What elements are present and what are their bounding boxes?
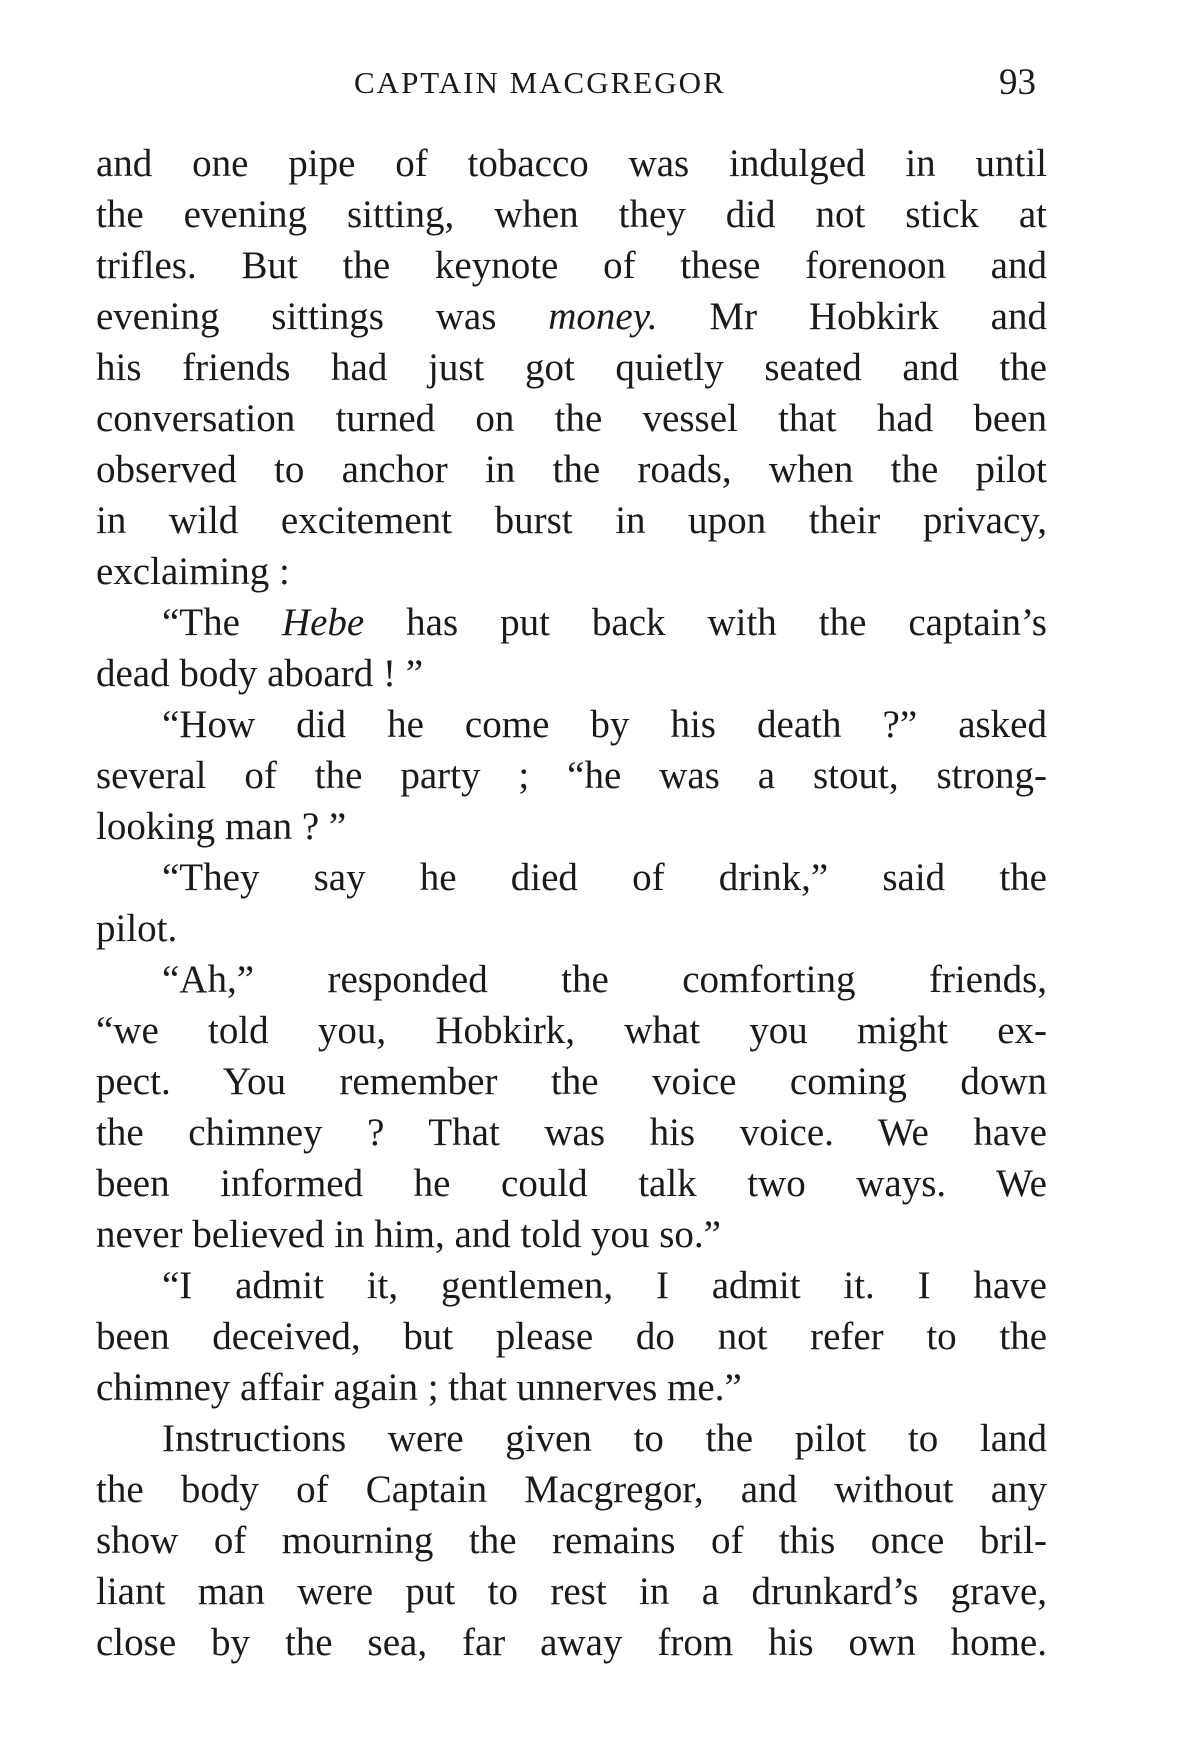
text-line: liant man were put to rest in a drunkard’s grave, [96,1570,1047,1613]
text-line: been informed he could talk two ways. We [96,1162,1047,1205]
text-line: the evening sitting, when they did not stick at [96,193,1047,236]
text-line [96,291,1047,342]
text-line: in wild excitement burst in upon their privacy, [96,499,1047,542]
body-text [96,138,1047,1668]
text-line: chimney affair again ; that unnerves me.” [96,1366,742,1409]
ship-name-hebe: Hebe [281,601,365,644]
text-line: “They say he died of drink,” said the [162,856,1047,899]
text-line: the chimney ? That was his voice. We have [96,1111,1047,1154]
text-line: conversation turned on the vessel that had been [96,397,1047,440]
running-title: CAPTAIN MACGREGOR [354,65,726,100]
text-line: several of the party ; “he was a stout, strong- [96,754,1047,797]
text-line: observed to anchor in the roads, when the pilot [96,448,1047,491]
running-head [96,58,1046,108]
text-line: “I admit it, gentlemen, I admit it. I have [162,1264,1047,1307]
text-run: “The [162,601,282,644]
text-line: show of mourning the remains of this once bril- [96,1519,1047,1562]
text-line: dead body aboard ! ” [96,652,424,695]
page-number: 93 [999,62,1036,103]
text-line: pilot. [96,907,178,950]
text-line: Instructions were given to the pilot to land [162,1417,1047,1460]
text-line: “How did he come by his death ?” asked [162,703,1047,746]
text-line: “we told you, Hobkirk, what you might ex- [96,1009,1047,1052]
text-line: his friends had just got quietly seated and the [96,346,1047,389]
text-line: exclaiming : [96,550,290,593]
text-line: pect. You remember the voice coming down [96,1060,1047,1103]
text-run: Mr Hobkirk and [657,295,1047,338]
text-run: evening sittings was [96,295,549,338]
text-line: looking man ? ” [96,805,347,848]
text-line: trifles. But the keynote of these forenoon and [96,244,1047,287]
text-line: the body of Captain Macgregor, and without any [96,1468,1047,1511]
emphasis-money: money. [548,295,658,338]
text-line: been deceived, but please do not refer to the [96,1315,1047,1358]
text-line: and one pipe of tobacco was indulged in until [96,142,1047,185]
text-run: has put back with the captain’s [364,601,1047,644]
text-line: close by the sea, far away from his own home. [96,1621,1047,1664]
text-line: “Ah,” responded the comforting friends, [162,958,1047,1001]
text-line: never believed in him, and told you so.” [96,1213,721,1256]
text-line [96,597,1047,648]
